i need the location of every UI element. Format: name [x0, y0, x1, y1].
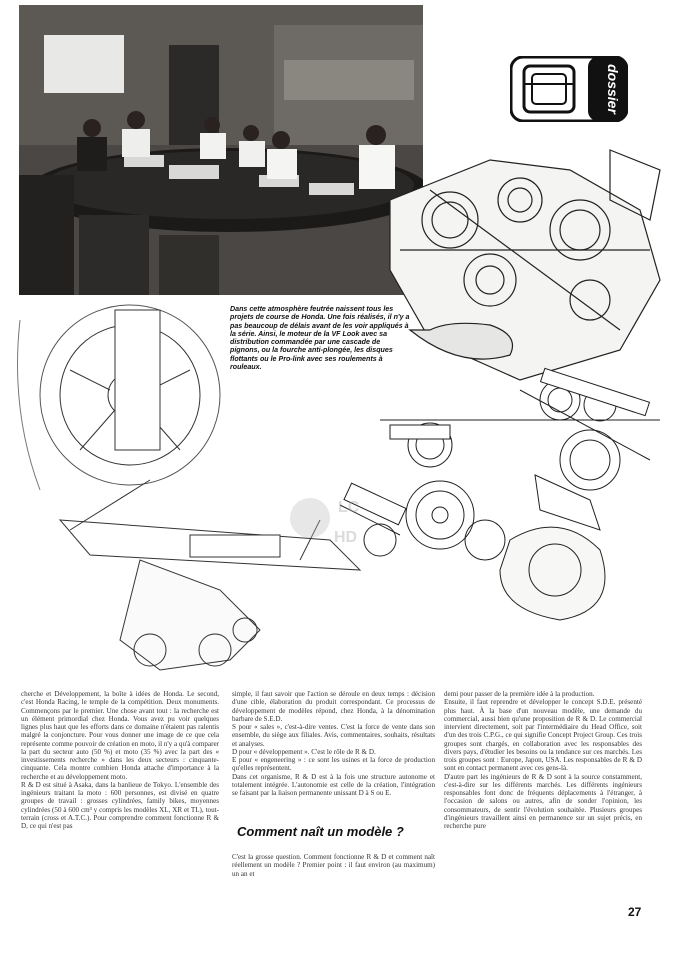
- photo-caption: Dans cette atmosphère feutrée naissent tous les projets de course de Honda. Une fois réalisés, il n'y a pas beaucoup de délais avant de les voir appliqués à la série. Ainsi, le moteur de la VF Look avec sa distribution commandée par une cascade de pignons, ou la fourche anti-plongée, les disques flottants ou le Pro-link avec ses roulements à rouleaux.: [230, 305, 410, 372]
- dossier-logo-text: dossier: [605, 64, 621, 114]
- watermark: [290, 490, 380, 550]
- article-column-2-continued: C'est la grosse question. Comment fonctionne R & D et comment naît réellement un modèle ? Premier point : il faut environ (au maximum) un an et: [232, 853, 435, 878]
- watermark-text-hd: HD: [334, 529, 358, 546]
- meeting-room-photo: [19, 5, 423, 295]
- article-column-1: cherche et Développement, la boîte à idées de Honda. Le second, c'est Honda Racing, le temple de la compétition. Deux monuments. Commençons par le premier. Une chose avant tout : la recherche est un élément primordial chez Honda. Vous avez pu voir quelques lignes plus haut que les efforts dans ce domaine n'étaient pas ralentis malgré la conjoncture. Pour vous donner une image de ce que cela représente comme pouvoir de création en moto, il n'y a qu'à comparer la part du secteur auto (50 %) et moto (35 %) avec la part des « investissements recherche » dans les deux secteurs : cinquante-cinquante. Cela montre combien Honda attache d'importance à la recherche et au développement moto. R & D est situé à Asaka, dans la banlieue de Tokyo. L'ensemble des ingénieurs traitant la moto : 600 personnes, est divisé en quatre groupes de travail : grosses cylindrées, family bikes, moyennes cylindrées (50 à 600 cm³ y compris les modèles XL, XR et TL), tout-terrain (cross et A.T.C.). Pour comprendre comment fonctionne R & D, ce qui n'est pas: [21, 690, 219, 830]
- dossier-logo: [510, 56, 628, 122]
- watermark-text-lc: LC: [338, 499, 360, 516]
- article-column-2: simple, il faut savoir que l'action se déroule en deux temps : décision d'une cible, élaboration du produit correspondant. Ce processus de développement de modèles répond, chez Honda, à la dénomination barbare de S.E.D. S pour « sales », c'est-à-dire ventes. C'est la force de vente dans son ensemble, du siège aux filiales. Avis, commentaires, souhaits, résultats et analyses. D pour « développement ». C'est le rôle de R & D. E pour « engeneering » : ce sont les usines et la force de production qu'elles représentent. Dans cet organisme, R & D est à la fois une structure autonome et totalement intégrée. L'autonomie est celle de la création, l'intégration se faisant par la liaison permanente unissant D à S ou E.: [232, 690, 435, 797]
- section-subheading: Comment naît un modèle ?: [237, 824, 404, 839]
- page-number: 27: [628, 905, 642, 919]
- article-column-3: demi pour passer de la première idée à la production. Ensuite, il faut reprendre et développer le concept S.D.E. présenté plus haut. À la base d'un nouveau modèle, une demande du commercial, aussi bien qu'une proposition de R & D. Le commercial intervient directement, soit par l'intermédiaire du Head Office, soit d'un des trois C.P.G., ce qui signifie Concept Project Group. Ces trois groupes sont chargés, en collaboration avec les responsables des divers pays, d'étudier les besoins ou la tendance sur ces marchés. Les trois groupes sont : Europe, Japon, USA. Les responsables de R & D sont en contact permanent avec ces gens-là. D'autre part les ingénieurs de R & D sont à la source constamment, c'est-à-dire sur les différents marchés. Les différents ingénieurs responsables font donc de fréquents déplacements à l'étranger, à l'occasion de salons ou autres, afin de sonder l'opinion, les consommateurs, de sentir l'évolution souhaitée. Plusieurs groupes d'ingénieurs travaillent ainsi en permanence sur un sujet précis, en recherche pure: [444, 690, 642, 830]
